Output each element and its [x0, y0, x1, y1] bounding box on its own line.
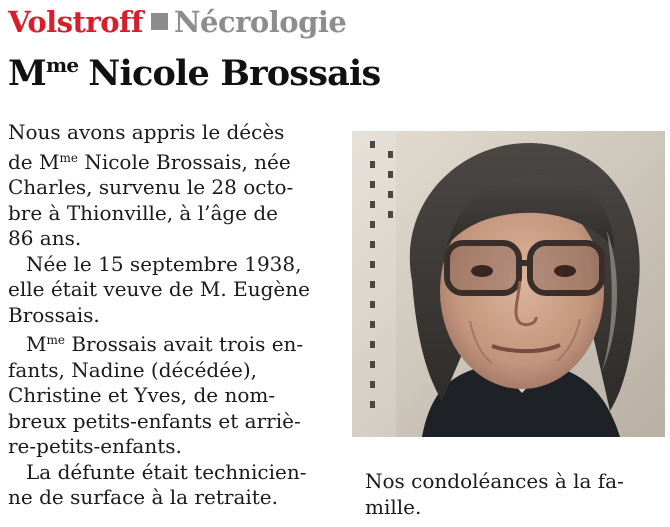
rubric-label: Nécrologie	[174, 5, 347, 39]
body-line: elle était veuve de M. Eugène	[8, 277, 310, 301]
body-line: bre à Thionville, à l’âge de	[8, 200, 279, 225]
body-line: 86 ans.	[8, 226, 82, 250]
body-line: Charles, survenu le 28 octo-	[8, 175, 294, 199]
body-line: re-petits-enfants.	[8, 434, 182, 458]
headline-title-abbr: $M^{me}$	[8, 53, 79, 94]
portrait-photo	[352, 131, 665, 437]
article-headline	[8, 42, 380, 97]
body-line: breux petits-enfants et arriè-	[8, 408, 301, 433]
body-line: La défunte était technicien-	[26, 459, 307, 484]
headline-name: Nicole Brossais	[88, 53, 381, 94]
body-line: ne de surface à la retraite.	[8, 485, 278, 509]
photo-caption	[365, 469, 665, 520]
body-line: $M^{me}$ Brossais avait trois en-	[26, 332, 304, 356]
body-line: Brossais.	[8, 302, 100, 327]
article-kicker	[8, 0, 346, 44]
article-body	[8, 120, 333, 511]
body-line: de $M^{me}$ Nicole Brossais, née	[8, 149, 291, 174]
superscript-text: me	[45, 53, 79, 77]
body-line: Nous avons appris le décès	[8, 120, 285, 144]
body-line: Christine et Yves, de nom-	[8, 383, 276, 407]
location-label: Volstroff	[8, 5, 143, 39]
superscript-text: me	[46, 333, 65, 347]
portrait-image	[352, 131, 665, 437]
caption-line: Nos condoléances à la fa-	[365, 469, 624, 493]
body-line: fants, Nadine (décédée),	[8, 357, 258, 382]
body-line: Née le 15 septembre 1938,	[26, 251, 302, 276]
square-bullet-icon	[151, 13, 168, 30]
superscript-text: me	[59, 150, 78, 165]
caption-line: mille.	[365, 494, 422, 519]
